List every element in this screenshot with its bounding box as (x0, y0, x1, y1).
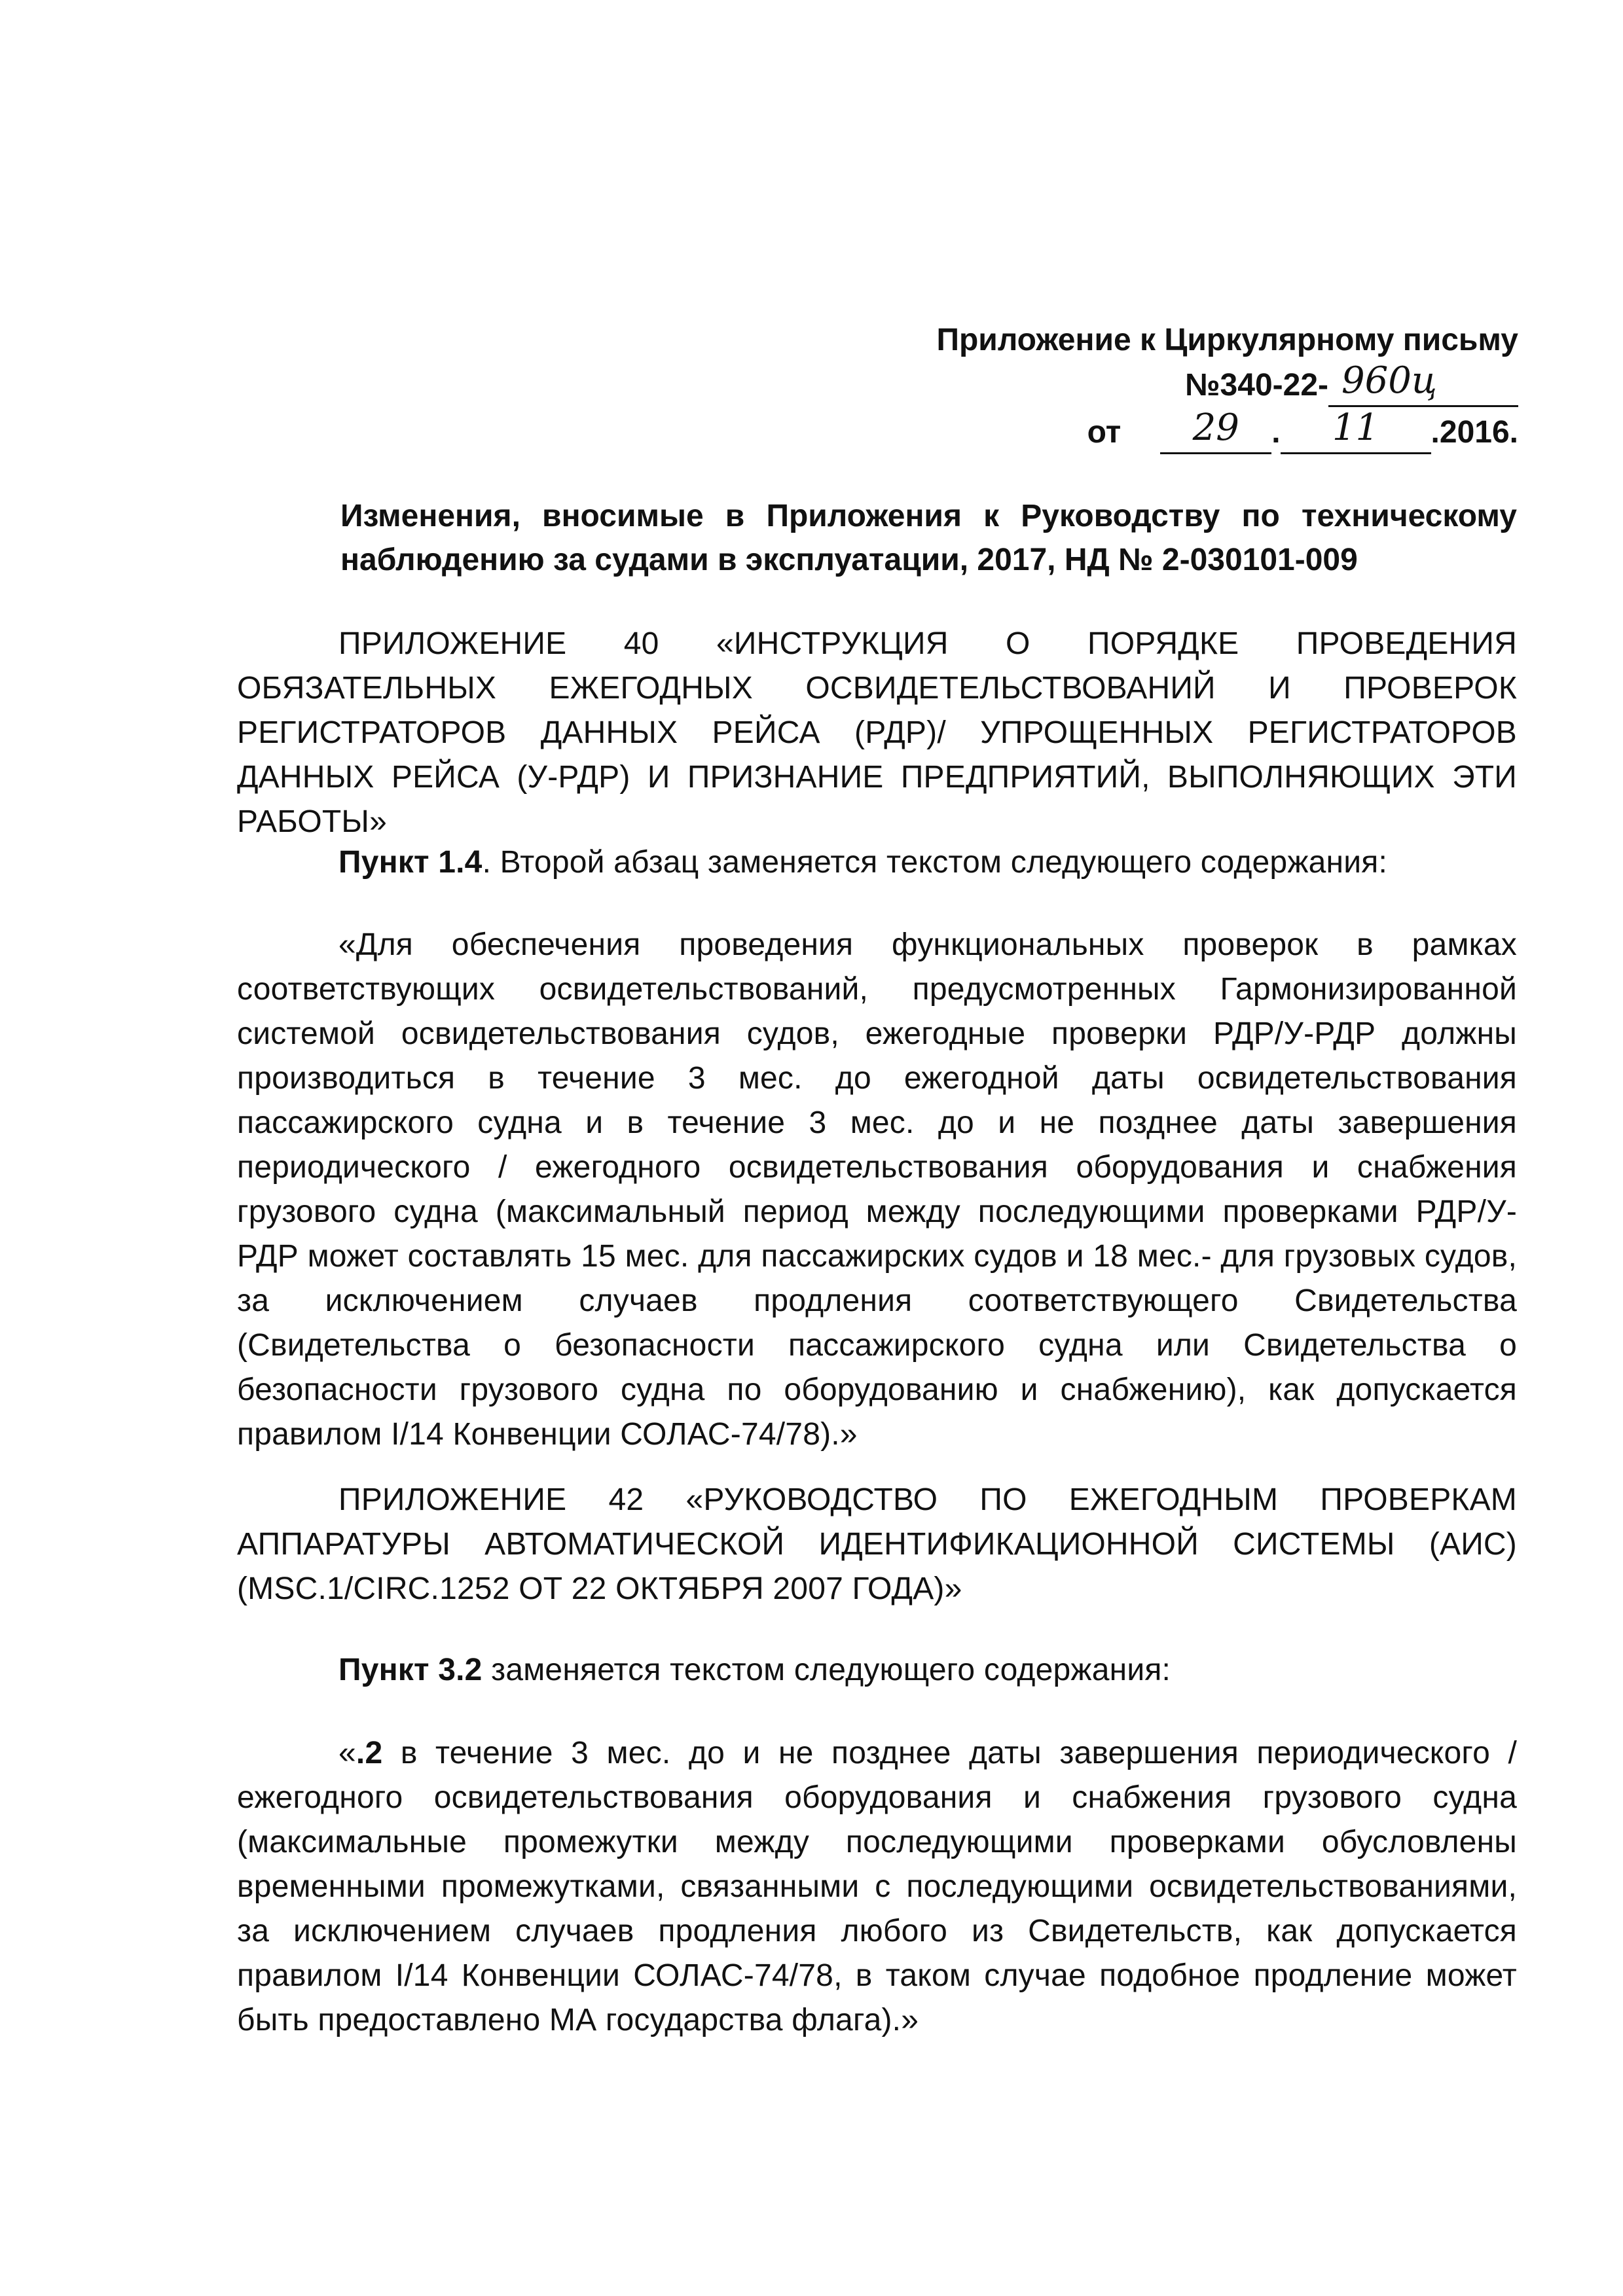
letter-date-day-handwritten: 29 (1192, 406, 1239, 449)
letter-number-handwritten: 960ц (1341, 359, 1437, 402)
letter-date-separator: . (1271, 415, 1281, 450)
quote-open-mark: « (338, 1736, 356, 1770)
punkt-1-4-paragraph (237, 840, 1517, 885)
letter-date-month-blank (1281, 406, 1431, 454)
appendix-reference-line (936, 321, 1518, 360)
letter-date-prefix: от (1087, 415, 1122, 450)
item-2-label: .2 (356, 1736, 383, 1770)
letter-date-month-handwritten: 11 (1332, 406, 1379, 449)
appendix-42-heading: ПРИЛОЖЕНИЕ 42 «РУКОВОДСТВО ПО ЕЖЕГОДНЫМ ПРОВЕРКАМ АППАРАТУРЫ АВТОМАТИЧЕСКОЙ ИДЕНТИФИКАЦИОННОЙ СИСТЕМЫ (АИС) (MSC.1/CIRC.1252 ОТ 22 ОКТЯБРЯ 2007 ГОДА)» (237, 1482, 1517, 1606)
letter-date-year: .2016. (1431, 415, 1518, 450)
letter-number-line (1185, 359, 1518, 407)
item-2-text: в течение 3 мес. до и не позднее даты завершения периодического / ежегодного освидетельствования оборудования и снабжения грузового судна (максимальные промежутки между последующими проверками обусловлены временными промежутками, связанными с последующими освидетельствованиями, за исключением случаев продления любого из Свидетельств, как допускается правилом I/14 Конвенции СОЛАС-74/78, в таком случае подобное продление может быть предоставлено МА государства флага).» (237, 1736, 1517, 2037)
letter-number-prefix: №340-22- (1185, 368, 1328, 403)
document-title: Изменения, вносимые в Приложения к Руководству по техническому наблюдению за судами в эксплуатации, 2017, НД № 2-030101-009 (340, 499, 1517, 577)
letter-number-blank (1328, 359, 1518, 407)
punkt-1-4-replacement-text: «Для обеспечения проведения функциональных проверок в рамках соответствующих освидетельствований, предусмотренных Гармонизированной системой освидетельствования судов, ежегодные проверки РДР/У-РДР должны производиться в течение 3 мес. до ежегодной даты освидетельствования пассажирского судна и в течение 3 мес. до и не позднее даты завершения периодического / ежегодного освидетельствования оборудования и снабжения грузового судна (максимальный период между последующими проверками РДР/У-РДР может составлять 15 мес. для пассажирских судов и 18 мес.- для грузовых судов, за исключением случаев продления соответствующего Свидетельства (Свидетельства о безопасности пассажирского судна или Свидетельства о безопасности грузового судна по оборудованию и снабжению), как допускается правилом I/14 Конвенции СОЛАС-74/78).» (237, 927, 1517, 1452)
appendix-40-heading: ПРИЛОЖЕНИЕ 40 «ИНСТРУКЦИЯ О ПОРЯДКЕ ПРОВЕДЕНИЯ ОБЯЗАТЕЛЬНЫХ ЕЖЕГОДНЫХ ОСВИДЕТЕЛЬСТВОВАНИЙ И ПРОВЕРОК РЕГИСТРАТОРОВ ДАННЫХ РЕЙСА (РДР)/ УПРОЩЕННЫХ РЕГИСТРАТОРОВ ДАННЫХ РЕЙСА (У-РДР) И ПРИЗНАНИЕ ПРЕДПРИЯТИЙ, ВЫПОЛНЯЮЩИХ ЭТИ РАБОТЫ» (237, 626, 1517, 839)
punkt-3-2-label: Пункт 3.2 (338, 1653, 483, 1687)
punkt-3-2-text: заменяется текстом следующего содержания: (482, 1653, 1171, 1687)
letter-date-line (1087, 406, 1518, 454)
letter-date-day-blank (1160, 406, 1271, 454)
punkt-1-4-text: . Второй абзац заменяется текстом следующего содержания: (482, 845, 1387, 880)
appendix-reference-text: Приложение к Циркулярному письму (936, 323, 1518, 357)
punkt-3-2-paragraph (237, 1648, 1517, 1693)
punkt-1-4-label: Пункт 1.4 (338, 845, 483, 880)
punkt-3-2-replacement-text (237, 1731, 1517, 2043)
